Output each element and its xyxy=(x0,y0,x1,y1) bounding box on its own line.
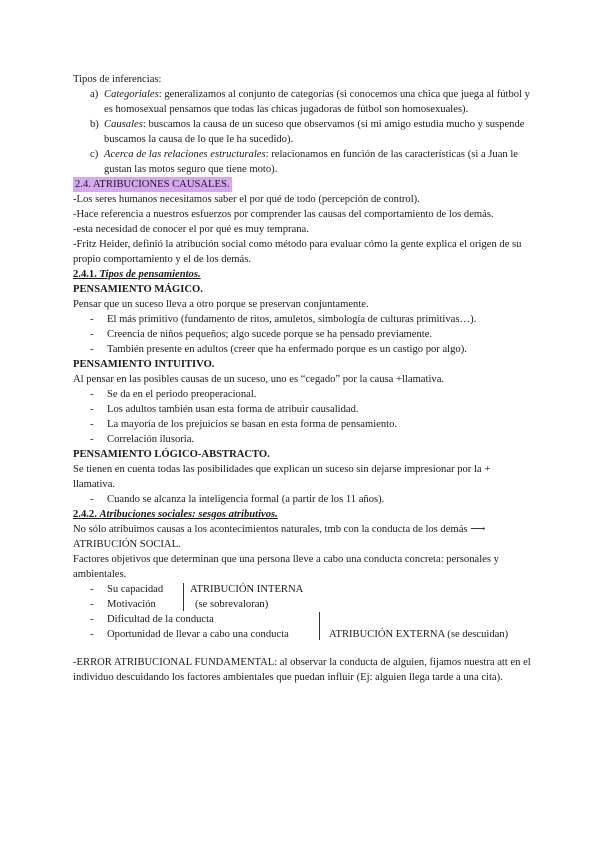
inference-label: Causales xyxy=(104,119,143,130)
external-brace xyxy=(319,612,320,640)
paragraph: -ERROR ATRIBUCIONAL FUNDAMENTAL: al observar la conducta de alguien, fijamos nuestra att en el individuo descuidando los factores ambientales que puedan influir (Ej: alguien llega tarde a una cita). xyxy=(73,657,531,683)
section-heading-highlighted: 2.4. ATRIBUCIONES CAUSALES. xyxy=(75,179,230,190)
list-item: - Cuando se alcanza la inteligencia formal (a partir de los 11 años). xyxy=(90,494,385,505)
subsection-heading: 2.4.1. Tipos de pensamientos. xyxy=(73,269,201,280)
paragraph: Al pensar en las posibles causas de un suceso, uno es “cegado” por la causa +llamativa. xyxy=(73,374,445,385)
attribution-diagram xyxy=(73,582,531,642)
paragraph: Pensar que un suceso lleva a otro porque se preservan conjuntamente. xyxy=(73,299,369,310)
list-item: - La mayoría de los prejuicios se basan en esta forma de pensamiento. xyxy=(90,419,398,430)
list-marker: b) xyxy=(90,119,99,130)
list-item: - También presente en adultos (creer que ha enfermado porque es un castigo por algo). xyxy=(90,344,467,355)
internal-brace xyxy=(183,583,184,611)
list-item: - Se da en el periodo preoperacional. xyxy=(90,389,257,400)
magico-title: PENSAMIENTO MÁGICO. xyxy=(73,284,203,295)
subsection-heading: 2.4.2. Atribuciones sociales: sesgos atributivos. xyxy=(73,509,278,520)
list-item: - xyxy=(90,599,94,610)
intuitivo-title: PENSAMIENTO INTUITIVO. xyxy=(73,359,215,370)
list-item: - xyxy=(90,629,94,640)
list-item: - El más primitivo (fundamento de ritos, amuletos, simbología de culturas primitivas…). xyxy=(90,314,477,325)
inference-text: : buscamos la causa de un suceso que observamos (si mi amigo estudia mucho y suspende buscamos la causa de lo que le ha sucedido). xyxy=(104,119,525,145)
list-item xyxy=(73,87,531,117)
inferences-title: Tipos de inferencias: xyxy=(73,74,162,85)
list-item xyxy=(73,117,531,147)
inferences-list xyxy=(73,87,531,177)
list-item: - xyxy=(90,614,94,625)
paragraph: Se tienen en cuenta todas las posibilidades que explican un suceso sin dejarse impresionar por la + llamativa. xyxy=(73,464,491,490)
factor-label: Su capacidad xyxy=(107,584,164,595)
list-item xyxy=(73,147,531,177)
paragraph: -Los seres humanos necesitamos saber el por qué de todo (percepción de control). xyxy=(73,194,420,205)
inference-text: : generalizamos al conjunto de categorías (si conocemos una chica que juega al fútbol y es homosexual pensamos que todas las chicas jugadoras de fútbol son homosexuales). xyxy=(104,89,530,115)
list-marker: a) xyxy=(90,89,99,100)
document-body xyxy=(73,72,531,685)
paragraph: -Fritz Heider, definió la atribución social como método para evaluar cómo la gente explica el origen de su propio comportamiento y el de los demás. xyxy=(73,239,522,265)
list-item: - xyxy=(90,584,94,595)
list-item: - Correlación ilusoria. xyxy=(90,434,195,445)
list-item: - Los adultos también usan esta forma de atribuir causalidad. xyxy=(90,404,359,415)
internal-attribution-note: (se sobrevaloran) xyxy=(195,599,269,610)
paragraph: -Hace referencia a nuestros esfuerzos por comprender las causas del comportamiento de los demás. xyxy=(73,209,494,220)
paragraph: -esta necesidad de conocer el por qué es muy temprana. xyxy=(73,224,309,235)
factor-label: Motivación xyxy=(107,599,156,610)
inference-text: : relacionamos en función de las características (si a Juan le gustan las motos seguro que tiene moto). xyxy=(104,149,519,175)
list-item: - Creencia de niños pequeños; algo sucede porque se ha pensado previamente. xyxy=(90,329,433,340)
paragraph: No sólo atribuimos causas a los acontecimientos naturales, tmb con la conducta de los demás ⟶ ATRIBUCIÓN SOCIAL. xyxy=(73,524,486,550)
paragraph: Factores objetivos que determinan que una persona lleve a cabo una conducta concreta: personales y ambientales. xyxy=(73,554,499,580)
factor-label: Oportunidad de llevar a cabo una conducta xyxy=(107,629,289,640)
internal-attribution-label: ATRIBUCIÓN INTERNA xyxy=(190,584,304,595)
logico-title: PENSAMIENTO LÓGICO-ABSTRACTO. xyxy=(73,449,270,460)
inference-label: Categoriales xyxy=(104,89,159,100)
factor-label: Dificultad de la conducta xyxy=(107,614,214,625)
list-marker: c) xyxy=(90,149,99,160)
external-attribution-label: ATRIBUCIÓN EXTERNA (se descuidan) xyxy=(329,629,509,640)
inference-label: Acerca de las relaciones estructurales xyxy=(104,149,266,160)
